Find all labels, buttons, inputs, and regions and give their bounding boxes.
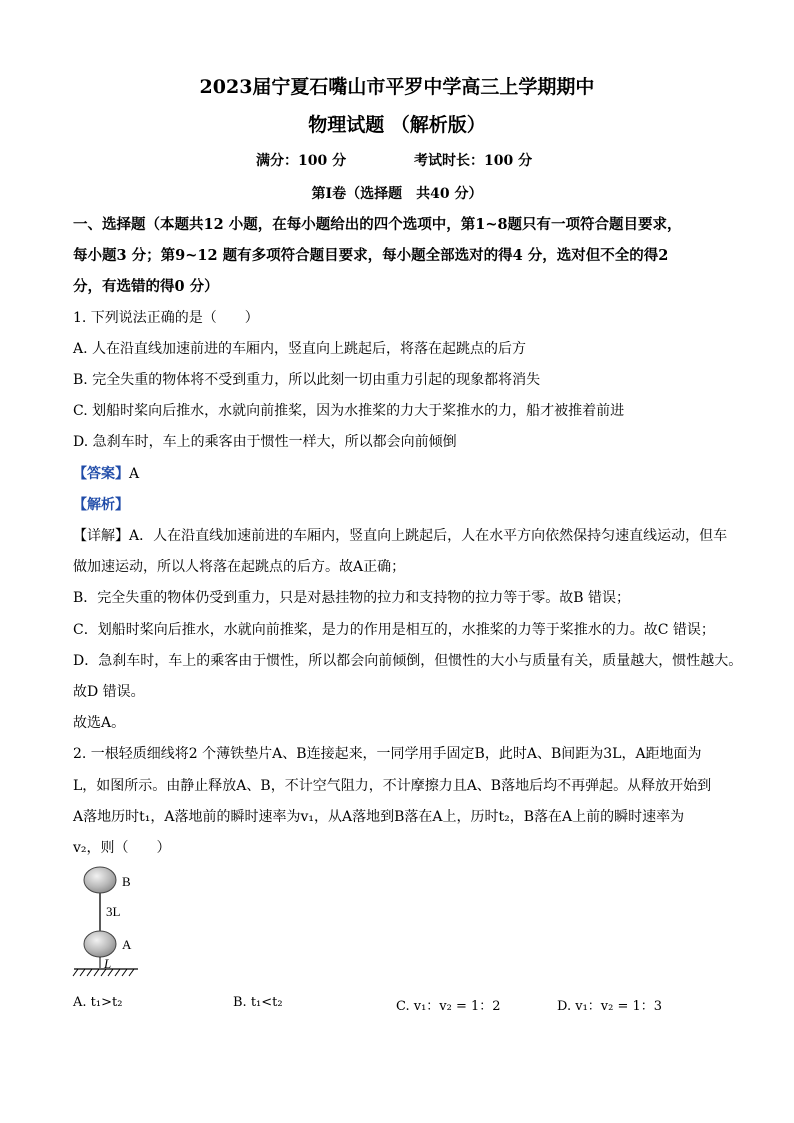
question-2-stem-line-3: A落地历时t₁，A落地前的瞬时速率为v₁，从A落地到B落在A上，历时t₂，B落在A上前的瞬时速率为 (73, 809, 685, 825)
label-l: L (104, 956, 112, 971)
question-2-option-a: A. t₁>t₂ (73, 995, 123, 1010)
question-2-option-b: B. t₁<t₂ (233, 995, 283, 1010)
question-2-stem-line-1: 2. 一根轻质细线将2 个薄铁垫片A、B连接起来，一同学用手固定B，此时A、B间距为3L，A距地面为 (73, 746, 702, 762)
section-heading: 第Ⅰ卷（选择题 共40 分） (311, 186, 483, 202)
answer-row (73, 463, 139, 483)
question-1-option-d: D. 急刹车时，车上的乘客由于惯性一样大，所以都会向前倾倒 (73, 434, 457, 450)
detail-line-7: 故选A。 (73, 715, 126, 731)
detail-line-6: 故D 错误。 (73, 684, 145, 700)
document-subtitle: 物理试题 （解析版） (308, 114, 486, 136)
analysis-tag: 【解析】 (73, 497, 129, 513)
question-1-option-c: C. 划船时桨向后推水，水就向前推桨，因为水推桨的力大于桨推水的力，船才被推着前进 (73, 403, 625, 419)
document-title: 2023届宁夏石嘴山市平罗中学高三上学期期中 (199, 76, 595, 98)
full-score: 满分：100 分 (256, 153, 347, 169)
detail-text: A．人在沿直线加速前进的车厢内，竖直向上跳起后，人在水平方向依然保持匀速直线运动，但车 (129, 528, 728, 544)
question-2-option-c: C. v₁：v₂ = 1：2 (396, 999, 501, 1014)
question-2-stem-line-4: v₂，则（ ） (73, 840, 171, 856)
plate-b (84, 867, 116, 893)
instructions-line-1: 一、选择题（本题共12 小题，在每小题给出的四个选项中，第1~8题只有一项符合题目要求， (73, 216, 682, 233)
detail-line-1 (73, 525, 727, 545)
answer-tag: 【答案】 (73, 466, 129, 482)
detail-line-3: B．完全失重的物体仍受到重力，只是对悬挂物的拉力和支持物的拉力等于零。故B 错误； (73, 590, 631, 606)
plate-a (84, 931, 116, 957)
label-a: A (122, 937, 132, 952)
analysis-row (73, 494, 129, 514)
instructions-line-2: 每小题3 分；第9~12 题有多项符合题目要求，每小题全部选对的得4 分，选对但不全的得2 (73, 247, 669, 264)
question-2-stem-line-2: L，如图所示。由静止释放A、B，不计空气阻力，不计摩擦力且A、B落地后均不再弹起。从释放开始到 (73, 778, 712, 794)
exam-time: 考试时长：100 分 (414, 153, 533, 169)
instructions-line-3: 分，有选错的得0 分） (73, 278, 219, 295)
pendulum-figure (70, 862, 160, 980)
detail-line-4: C．划船时桨向后推水，水就向前推桨，是力的作用是相互的，水推桨的力等于桨推水的力。故C 错误； (73, 622, 715, 638)
answer-value: A (129, 466, 140, 482)
question-1-stem: 1. 下列说法正确的是（ ） (73, 310, 259, 326)
detail-tag: 【详解】 (73, 528, 129, 544)
question-1-option-b: B. 完全失重的物体将不受到重力，所以此刻一切由重力引起的现象都将消失 (73, 372, 541, 388)
question-1-option-a: A. 人在沿直线加速前进的车厢内，竖直向上跳起后，将落在起跳点的后方 (73, 341, 527, 357)
detail-line-5: D．急刹车时，车上的乘客由于惯性，所以都会向前倾倒，但惯性的大小与质量有关，质量越大，惯性越大。 (73, 653, 743, 669)
label-b: B (122, 874, 131, 889)
label-3l: 3L (106, 904, 121, 919)
detail-line-2: 做加速运动，所以人将落在起跳点的后方。故A正确； (73, 559, 406, 575)
question-2-option-d: D. v₁：v₂ = 1：3 (557, 999, 663, 1014)
